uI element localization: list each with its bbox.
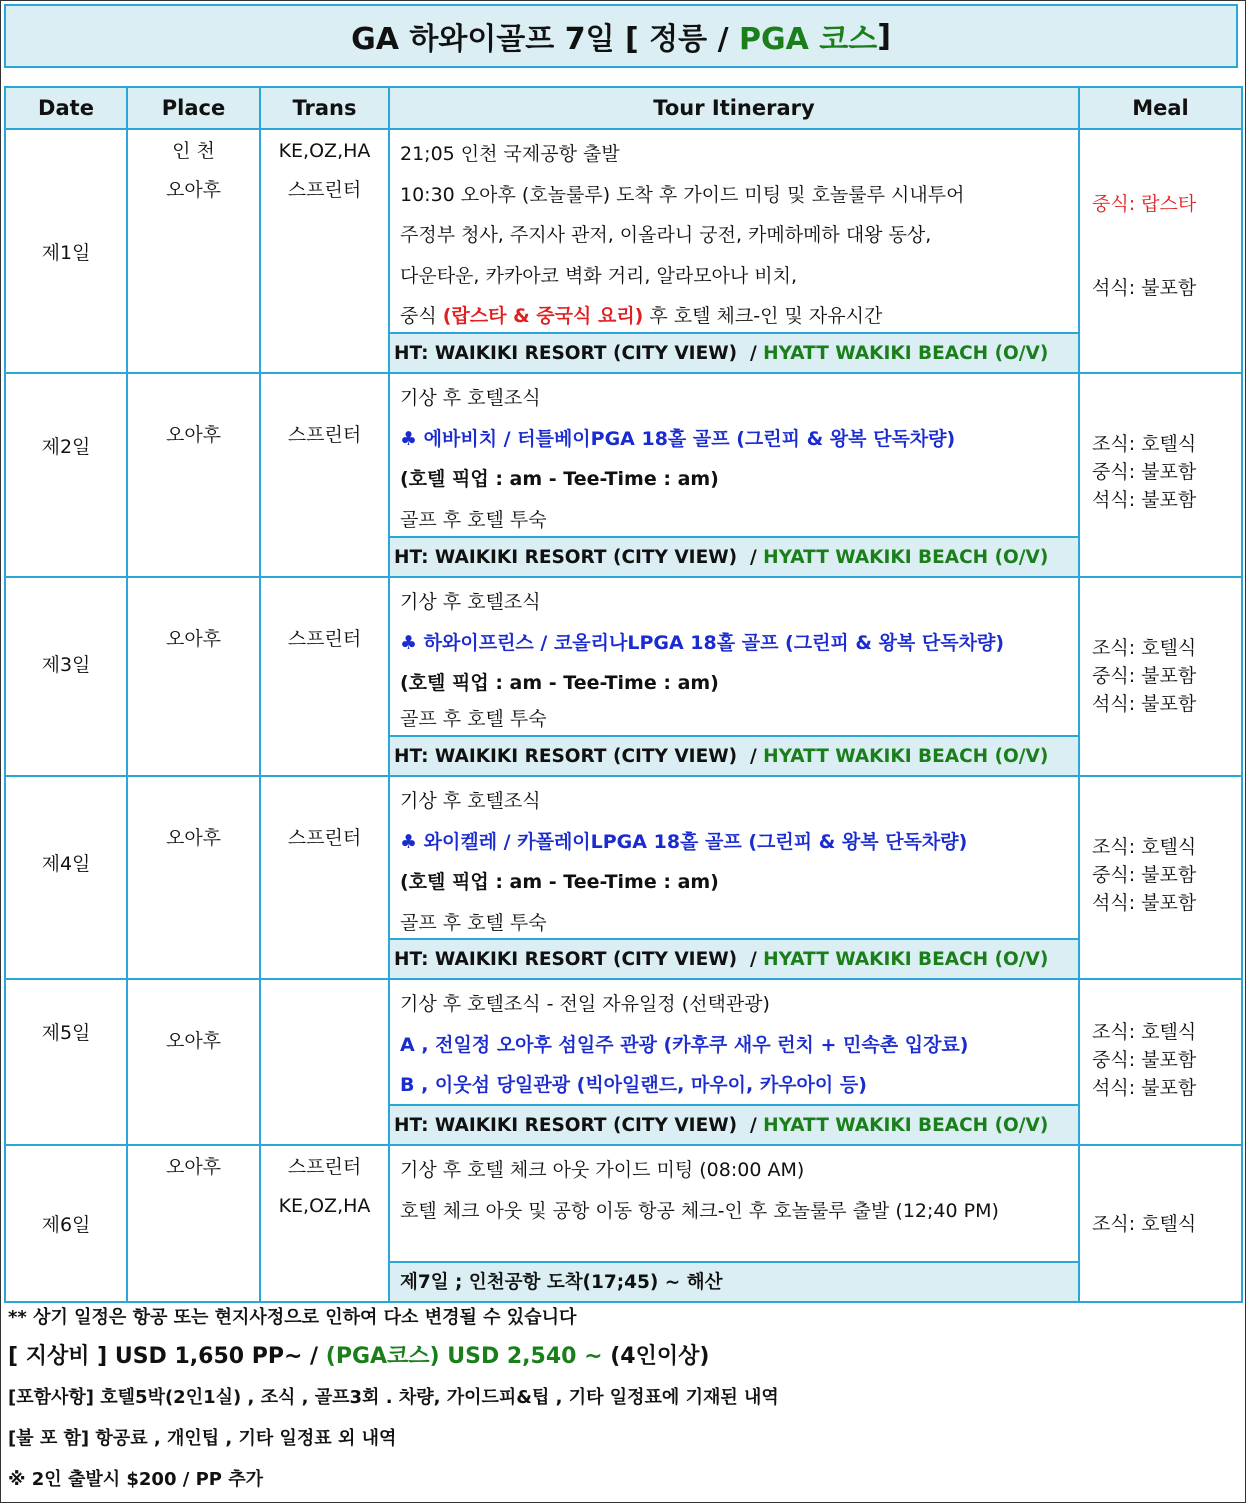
trans-cell bbox=[260, 979, 389, 1145]
table-row bbox=[5, 1145, 1242, 1302]
price-line bbox=[8, 1336, 1238, 1378]
meal-item: 석식: 불포함 bbox=[1092, 277, 1197, 299]
hotel-line bbox=[390, 332, 1078, 372]
day-label bbox=[5, 373, 127, 577]
day-label-text: 제2일 bbox=[41, 436, 91, 458]
table-row bbox=[5, 129, 1242, 373]
meal-item: 중식: 불포함 bbox=[1092, 461, 1197, 483]
place-item: 오아후 bbox=[165, 628, 222, 650]
tour-line: 주정부 청사, 주지사 관저, 이올라니 궁전, 카메하메하 대왕 동상, bbox=[400, 224, 932, 246]
meal-item: 석식: 불포함 bbox=[1092, 489, 1197, 511]
meal-item: 석식: 불포함 bbox=[1092, 1077, 1197, 1099]
header-tour: Tour Itinerary bbox=[389, 87, 1079, 129]
lunch-menu: (랍스타 & 중국식 요리) bbox=[442, 305, 644, 327]
tour-line bbox=[400, 296, 1068, 337]
place-item: 오아후 bbox=[165, 424, 222, 446]
title-course: PGA 코스 bbox=[738, 22, 878, 57]
place-cell bbox=[127, 577, 260, 776]
trans-item: 스프린터 bbox=[287, 628, 362, 650]
itinerary-table bbox=[4, 86, 1243, 1303]
place-cell bbox=[127, 776, 260, 979]
tour-line: 기상 후 호텔조식 - 전일 자유일정 (선택관광) bbox=[400, 993, 770, 1015]
price-min: (4인이상) bbox=[602, 1344, 710, 1369]
note-excluded: [불 포 함] 항공료 , 개인팁 , 기타 일정표 외 내역 bbox=[8, 1428, 397, 1449]
place-item: 인 천 bbox=[172, 140, 215, 162]
day-label-text: 제5일 bbox=[41, 1022, 91, 1044]
trans-cell bbox=[260, 129, 389, 373]
option-a: A , 전일정 오아후 섬일주 관광 (카후쿠 새우 런치 + 민속촌 입장료) bbox=[400, 1033, 969, 1056]
header-place: Place bbox=[127, 87, 260, 129]
day-label: 제1일 bbox=[5, 129, 127, 373]
option-b: B , 이웃섬 당일관광 (빅아일랜드, 마우이, 카우아이 등) bbox=[400, 1074, 867, 1096]
note-included: [포함사항] 호텔5박(2인1실) , 조식 , 골프3회 . 차량, 가이드피&팁 , 기타 일정표에 기재된 내역 bbox=[8, 1387, 779, 1408]
tour-line: 21;05 인천 국제공항 출발 bbox=[400, 143, 620, 165]
tour-line: 기상 후 호텔조식 bbox=[400, 790, 541, 812]
pickup-line: (호텔 픽업 : am - Tee-Time : am) bbox=[400, 672, 719, 694]
place-cell bbox=[127, 979, 260, 1145]
price-pga: (PGA코스) USD 2,540 ~ bbox=[325, 1344, 603, 1369]
hotel-resort: HT: WAIKIKI RESORT (CITY VIEW) / bbox=[394, 547, 764, 568]
tour-line: 기상 후 호텔조식 bbox=[400, 387, 541, 409]
page-title bbox=[4, 4, 1238, 68]
tour-cell bbox=[389, 1145, 1079, 1302]
hotel-hyatt: HYATT WAKIKI BEACH (O/V) bbox=[763, 1115, 1049, 1136]
tour-cell bbox=[389, 979, 1079, 1145]
hotel-hyatt: HYATT WAKIKI BEACH (O/V) bbox=[763, 343, 1049, 364]
tour-line: 골프 후 호텔 투숙 bbox=[400, 707, 547, 730]
trans-cell bbox=[260, 1145, 389, 1302]
golf-line: ♣ 와이켈레 / 카폴레이LPGA 18홀 골프 (그린피 & 왕복 단독차량) bbox=[400, 830, 968, 853]
place-cell bbox=[127, 129, 260, 373]
tour-cell bbox=[389, 129, 1079, 373]
hotel-line bbox=[390, 938, 1078, 978]
place-item: 오아후 bbox=[165, 1156, 222, 1178]
title-prefix: GA 하와이골프 7일 [ 정릉 / bbox=[351, 22, 739, 57]
note-surcharge: ※ 2인 출발시 $200 / PP 추가 bbox=[8, 1469, 264, 1490]
meal-item: 조식: 호텔식 bbox=[1092, 1212, 1197, 1235]
price-base: [ 지상비 ] USD 1,650 PP~ / bbox=[8, 1344, 326, 1369]
pickup-line: (호텔 픽업 : am - Tee-Time : am) bbox=[400, 871, 719, 893]
trans-item: KE,OZ,HA bbox=[278, 140, 371, 162]
lunch-suffix: 후 호텔 체크-인 및 자유시간 bbox=[643, 305, 883, 327]
arrival-text: 제7일 ; 인천공항 도착(17;45) ~ 해산 bbox=[400, 1272, 723, 1293]
golf-line: ♣ 하와이프린스 / 코올리나LPGA 18홀 골프 (그린피 & 왕복 단독차량) bbox=[400, 631, 1005, 654]
tour-cell bbox=[389, 577, 1079, 776]
hotel-resort: HT: WAIKIKI RESORT (CITY VIEW) / bbox=[394, 746, 764, 767]
note-change: ** 상기 일정은 항공 또는 현지사정으로 인하여 다소 변경될 수 있습니다 bbox=[8, 1307, 577, 1328]
hotel-resort: HT: WAIKIKI RESORT (CITY VIEW) / bbox=[394, 1115, 764, 1136]
table-row bbox=[5, 979, 1242, 1145]
place-cell bbox=[127, 1145, 260, 1302]
meal-cell bbox=[1079, 979, 1242, 1145]
meal-item: 석식: 불포함 bbox=[1092, 892, 1197, 914]
trans-item: 스프린터 bbox=[287, 424, 362, 446]
tour-cell bbox=[389, 776, 1079, 979]
hotel-resort: HT: WAIKIKI RESORT (CITY VIEW) / bbox=[394, 343, 764, 364]
place-item: 오아후 bbox=[165, 1030, 222, 1052]
place-item: 오아후 bbox=[165, 179, 222, 201]
table-row bbox=[5, 577, 1242, 776]
trans-item: 스프린터 bbox=[287, 827, 362, 849]
title-suffix: ] bbox=[877, 18, 891, 54]
meal-item: 조식: 호텔식 bbox=[1092, 1021, 1197, 1043]
trans-cell bbox=[260, 577, 389, 776]
table-row bbox=[5, 373, 1242, 577]
hotel-line bbox=[390, 1104, 1078, 1144]
trans-cell bbox=[260, 373, 389, 577]
meal-item: 조식: 호텔식 bbox=[1092, 836, 1197, 858]
meal-cell bbox=[1079, 776, 1242, 979]
hotel-line bbox=[390, 536, 1078, 576]
notes-section bbox=[8, 1300, 1238, 1500]
tour-line: 10:30 오아후 (호놀룰루) 도착 후 가이드 미팅 및 호놀룰루 시내투어 bbox=[400, 183, 965, 206]
day-label bbox=[5, 776, 127, 979]
meal-cell bbox=[1079, 1145, 1242, 1302]
tour-line: 골프 후 호텔 투숙 bbox=[400, 911, 547, 934]
day-label bbox=[5, 979, 127, 1145]
tour-line: 기상 후 호텔조식 bbox=[400, 591, 541, 613]
table-row bbox=[5, 776, 1242, 979]
trans-item: 스프린터 bbox=[287, 179, 362, 201]
meal-item: 조식: 호텔식 bbox=[1092, 637, 1197, 659]
pickup-line: (호텔 픽업 : am - Tee-Time : am) bbox=[400, 468, 719, 490]
day-label: 제6일 bbox=[5, 1145, 127, 1302]
hotel-line bbox=[390, 735, 1078, 775]
tour-line: 호텔 체크 아웃 및 공항 이동 항공 체크-인 후 호놀룰루 출발 (12;40 PM) bbox=[400, 1199, 999, 1222]
place-item: 오아후 bbox=[165, 827, 222, 849]
meal-cell bbox=[1079, 577, 1242, 776]
arrival-line bbox=[390, 1261, 1078, 1301]
tour-line: 다운타운, 카카아코 벽화 거리, 알라모아나 비치, bbox=[400, 264, 798, 287]
meal-item: 중식: 불포함 bbox=[1092, 1049, 1197, 1071]
meal-item: 조식: 호텔식 bbox=[1092, 433, 1197, 455]
meal-item: 중식: 불포함 bbox=[1092, 864, 1197, 886]
header-row bbox=[5, 87, 1242, 129]
hotel-resort: HT: WAIKIKI RESORT (CITY VIEW) / bbox=[394, 949, 764, 970]
meal-cell bbox=[1079, 129, 1242, 373]
day-label-text: 제4일 bbox=[41, 853, 91, 875]
place-cell bbox=[127, 373, 260, 577]
tour-cell bbox=[389, 373, 1079, 577]
hotel-hyatt: HYATT WAKIKI BEACH (O/V) bbox=[763, 949, 1049, 970]
day-label bbox=[5, 577, 127, 776]
header-meal: Meal bbox=[1079, 87, 1242, 129]
meal-item: 중식: 랍스타 bbox=[1092, 193, 1197, 215]
trans-item: 스프린터 bbox=[287, 1156, 362, 1178]
trans-cell bbox=[260, 776, 389, 979]
hotel-hyatt: HYATT WAKIKI BEACH (O/V) bbox=[763, 746, 1049, 767]
trans-item: KE,OZ,HA bbox=[278, 1195, 371, 1217]
day-label-text: 제3일 bbox=[41, 654, 91, 676]
golf-line: ♣ 에바비치 / 터틀베이PGA 18홀 골프 (그린피 & 왕복 단독차량) bbox=[400, 427, 956, 450]
lunch-prefix: 중식 bbox=[400, 305, 443, 327]
hotel-hyatt: HYATT WAKIKI BEACH (O/V) bbox=[763, 547, 1049, 568]
header-date: Date bbox=[5, 87, 127, 129]
meal-cell bbox=[1079, 373, 1242, 577]
meal-item: 중식: 불포함 bbox=[1092, 665, 1197, 687]
tour-line: 기상 후 호텔 체크 아웃 가이드 미팅 (08:00 AM) bbox=[400, 1159, 805, 1181]
tour-line: 골프 후 호텔 투숙 bbox=[400, 508, 547, 531]
meal-item: 석식: 불포함 bbox=[1092, 693, 1197, 715]
header-trans: Trans bbox=[260, 87, 389, 129]
